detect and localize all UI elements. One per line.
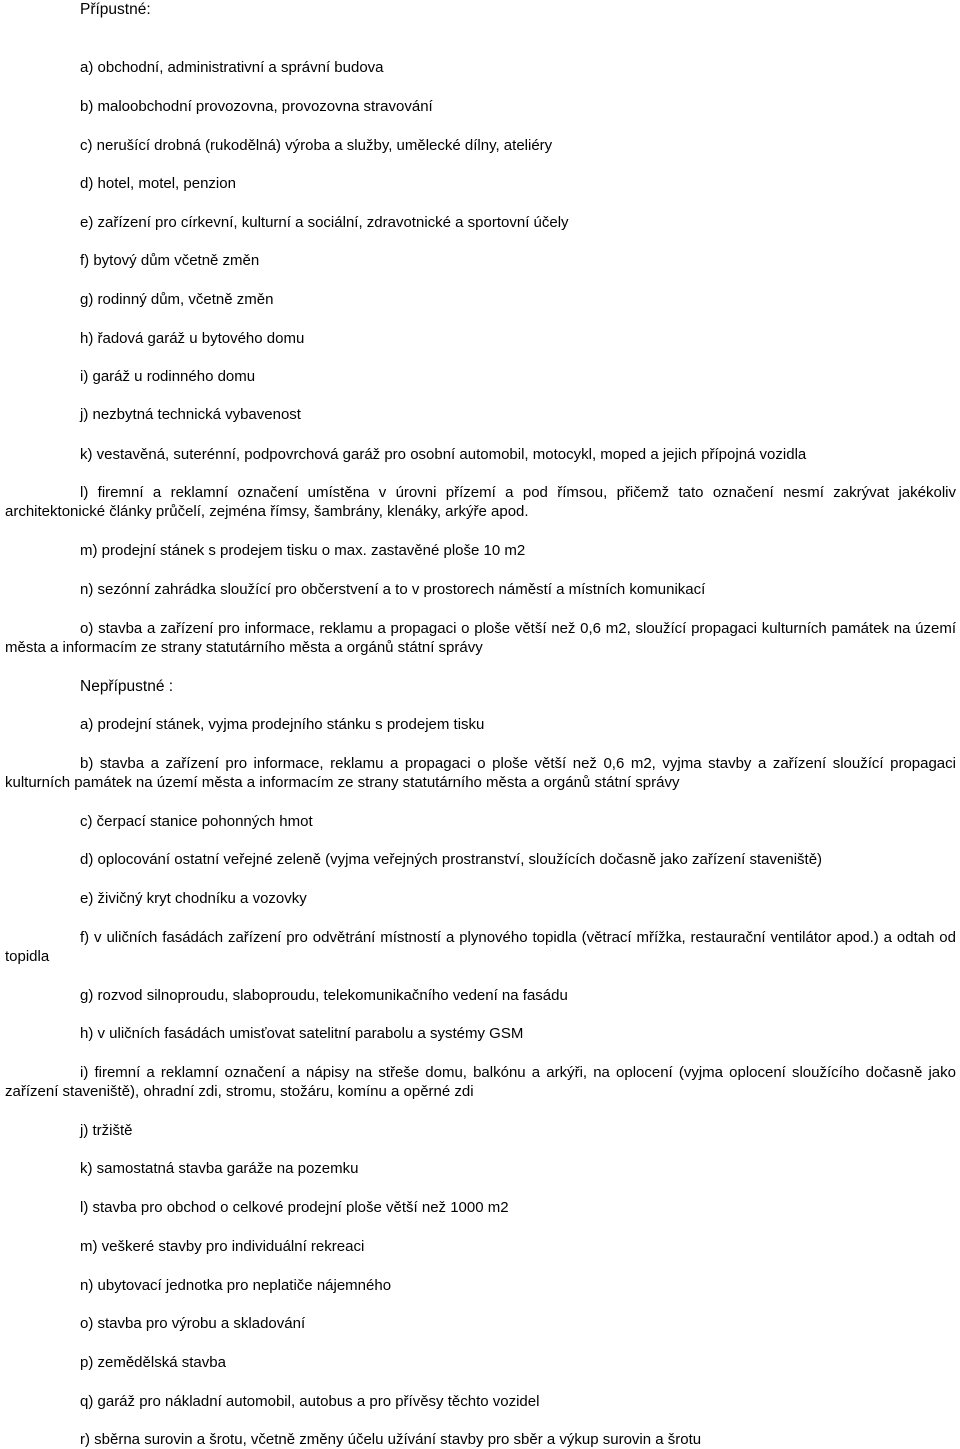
permitted-item-i: i) garáž u rodinného domu (80, 368, 256, 385)
forbidden-item-d: d) oplocování ostatní veřejné zeleně (vyjma veřejných prostranství, sloužících dočasně jako zařízení staveniště) (80, 851, 823, 868)
forbidden-item-k: k) samostatná stavba garáže na pozemku (80, 1160, 359, 1177)
forbidden-item-o: o) stavba pro výrobu a skladování (80, 1315, 306, 1332)
forbidden-item-r: r) sběrna surovin a šrotu, včetně změny účelu užívání stavby pro sběr a výkup surovin a šrotu (80, 1431, 702, 1448)
forbidden-item-l: l) stavba pro obchod o celkové prodejní ploše větší než 1000 m2 (80, 1199, 509, 1216)
forbidden-item-e: e) živičný kryt chodníku a vozovky (80, 890, 307, 907)
permitted-item-d: d) hotel, motel, penzion (80, 175, 236, 192)
permitted-item-m: m) prodejní stánek s prodejem tisku o max. zastavěné ploše 10 m2 (80, 542, 526, 559)
forbidden-item-i: i) firemní a reklamní označení a nápisy na střeše domu, balkónu a arkýři, na oplocení (vyjma oplocení sloužícího dočasně jako zařízení staveniště), ohradní zdi, stromu, stožáru, komínu a opěrné zdi (5, 1064, 956, 1100)
permitted-item-n: n) sezónní zahrádka sloužící pro občerstvení a to v prostorech náměstí a místních komunikací (80, 581, 706, 598)
forbidden-item-j: j) tržiště (80, 1122, 133, 1139)
forbidden-item-c: c) čerpací stanice pohonných hmot (80, 813, 313, 830)
permitted-item-o: o) stavba a zařízení pro informace, reklamu a propagaci o ploše větší než 0,6 m2, sloužící propagaci kulturních památek na území města a informacím ze strany statutárního města a orgánů státní správy (5, 620, 956, 656)
forbidden-heading: Nepřípustné : (80, 678, 174, 695)
forbidden-item-m: m) veškeré stavby pro individuální rekreaci (80, 1238, 365, 1255)
forbidden-item-b: b) stavba a zařízení pro informace, reklamu a propagaci o ploše větší než 0,6 m2, vyjma stavby a zařízení sloužící propagaci kulturních památek na území města a informacím ze strany statutárního města a orgánů státní správy (5, 755, 956, 791)
permitted-item-g: g) rodinný dům, včetně změn (80, 291, 274, 308)
forbidden-item-a: a) prodejní stánek, vyjma prodejního stánku s prodejem tisku (80, 716, 485, 733)
permitted-item-k: k) vestavěná, suterénní, podpovrchová garáž pro osobní automobil, motocykl, moped a jejich přípojná vozidla (80, 446, 807, 463)
forbidden-item-g: g) rozvod silnoproudu, slaboproudu, telekomunikačního vedení na fasádu (80, 987, 568, 1004)
forbidden-item-n: n) ubytovací jednotka pro neplatiče nájemného (80, 1277, 392, 1294)
forbidden-item-p: p) zemědělská stavba (80, 1354, 226, 1371)
permitted-item-f: f) bytový dům včetně změn (80, 252, 260, 269)
permitted-item-a: a) obchodní, administrativní a správní budova (80, 59, 384, 76)
permitted-item-l: l) firemní a reklamní označení umístěna v úrovni přízemí a pod římsou, přičemž tato označení nesmí zakrývat jakékoliv architektonické články průčelí, zejména římsy, šambrány, klenáky, arkýře apod. (5, 484, 956, 520)
forbidden-item-h: h) v uličních fasádách umisťovat satelitní parabolu a systémy GSM (80, 1025, 524, 1042)
forbidden-item-q: q) garáž pro nákladní automobil, autobus a pro přívěsy těchto vozidel (80, 1393, 540, 1410)
permitted-item-e: e) zařízení pro církevní, kulturní a sociální, zdravotnické a sportovní účely (80, 214, 569, 231)
permitted-item-b: b) maloobchodní provozovna, provozovna stravování (80, 98, 433, 115)
forbidden-item-f: f) v uličních fasádách zařízení pro odvětrání místností a plynového topidla (větrací mřížka, restaurační ventilátor apod.) a odtah od topidla (5, 929, 956, 965)
permitted-item-h: h) řadová garáž u bytového domu (80, 330, 305, 347)
permitted-item-j: j) nezbytná technická vybavenost (80, 406, 301, 423)
permitted-heading: Přípustné: (80, 1, 151, 18)
permitted-item-c: c) nerušící drobná (rukodělná) výroba a služby, umělecké dílny, ateliéry (80, 137, 553, 154)
